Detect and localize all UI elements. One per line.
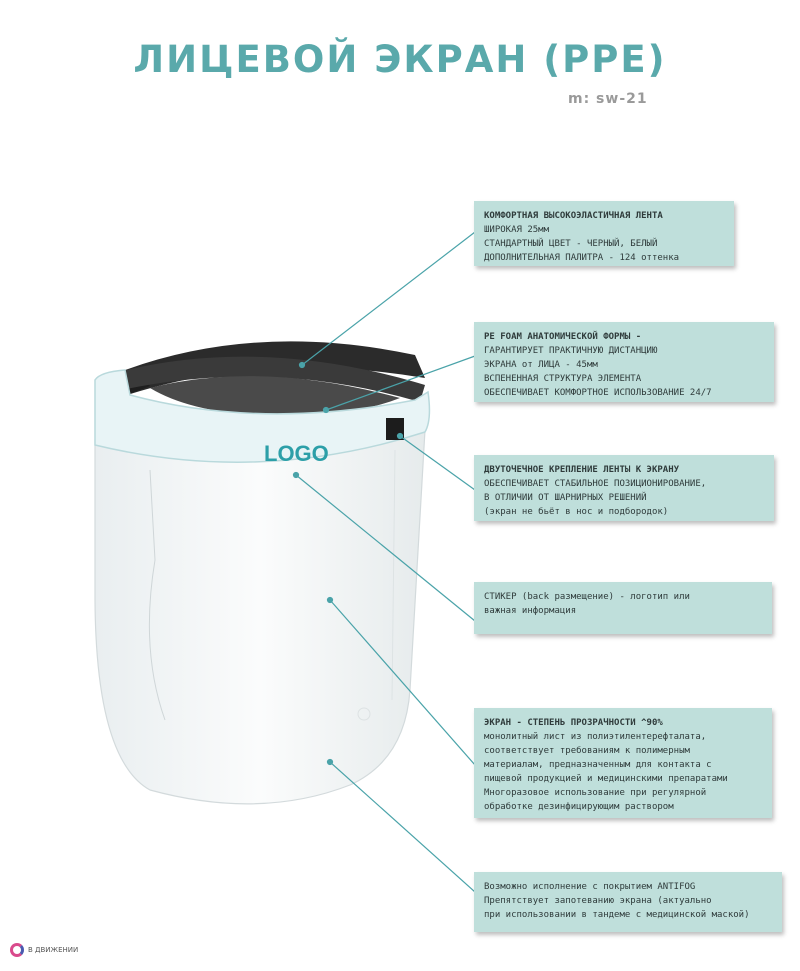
leader-line-sticker xyxy=(296,475,475,621)
callout-line: ОБЕСПЕЧИВАЕТ КОМФОРТНОЕ ИСПОЛЬЗОВАНИЕ 24/7 xyxy=(484,388,712,398)
leader-line-band xyxy=(302,232,475,365)
callout-line: Многоразовое использование при регулярной xyxy=(484,788,707,798)
callout-line: ДВУТОЧЕЧНОЕ КРЕПЛЕНИЕ ЛЕНТЫ К ЭКРАНУ xyxy=(484,465,680,475)
page-title: ЛИЦЕВОЙ ЭКРАН (PPE) xyxy=(133,38,667,81)
callout-line: (экран не бьёт в нос и подбородок) xyxy=(484,507,669,517)
callout-line: ШИРОКАЯ 25мм xyxy=(484,225,550,235)
callout-band xyxy=(474,201,734,266)
callout-line: Препятствует запотеванию экрана (актуально xyxy=(484,896,712,906)
leader-line-mount xyxy=(400,436,475,490)
callout-line: важная информация xyxy=(484,606,577,616)
callout-antifog xyxy=(474,872,782,932)
callout-line: СТАНДАРТНЫЙ ЦВЕТ - ЧЕРНЫЙ, БЕЛЫЙ xyxy=(484,239,658,249)
brand-logo-icon xyxy=(10,943,24,957)
callout-line: при использовании в тандеме с медицинской маской) xyxy=(484,910,750,920)
leader-dot-mount xyxy=(398,434,403,439)
callout-line: Возможно исполнение с покрытием ANTIFOG xyxy=(484,882,696,892)
callout-foam xyxy=(474,322,774,402)
callout-line: пищевой продукцией и медицинскими препаратами xyxy=(484,774,728,784)
callout-line: соответствует требованиям к полимерным xyxy=(484,746,690,756)
leader-dot-screen xyxy=(328,598,333,603)
leader-line-foam xyxy=(326,356,475,410)
callout-line: обработке дезинфицирующим раствором xyxy=(484,802,674,812)
footer-brand xyxy=(10,943,78,957)
leader-dot-foam xyxy=(324,408,329,413)
leader-dot-sticker xyxy=(294,473,299,478)
callout-line: монолитный лист из полиэтилентерефталата, xyxy=(484,732,707,742)
callout-line: В ОТЛИЧИИ ОТ ШАРНИРНЫХ РЕШЕНИЙ xyxy=(484,493,647,503)
callout-line: СТИКЕР (back размещение) - логотип или xyxy=(484,592,690,602)
callout-line: PE FOAM АНАТОМИЧЕСКОЙ ФОРМЫ - xyxy=(484,332,642,342)
callout-line: материалам, предназначенным для контакта с xyxy=(484,760,712,770)
callout-line: ЭКРАН - СТЕПЕНЬ ПРОЗРАЧНОСТИ ^90% xyxy=(484,718,663,728)
callout-line: КОМФОРТНАЯ ВЫСОКОЭЛАСТИЧНАЯ ЛЕНТА xyxy=(484,211,663,221)
callout-line: ДОПОЛНИТЕЛЬНАЯ ПАЛИТРА - 124 оттенка xyxy=(484,253,680,263)
logo-text: LOGO xyxy=(264,441,329,466)
leader-dot-antifog xyxy=(328,760,333,765)
leader-dot-band xyxy=(300,363,305,368)
leader-line-screen xyxy=(330,600,475,765)
footer-brand-text: В ДВИЖЕНИИ xyxy=(28,946,79,954)
leader-line-antifog xyxy=(330,762,475,892)
model-number: m: sw-21 xyxy=(568,91,648,107)
callout-line: ЭКРАНА от ЛИЦА - 45мм xyxy=(484,360,598,370)
callout-line: ВСПЕНЕННАЯ СТРУКТУРА ЭЛЕМЕНТА xyxy=(484,374,642,384)
callout-line: ГАРАНТИРУЕТ ПРАКТИЧНУЮ ДИСТАНЦИЮ xyxy=(484,346,658,356)
callout-line: ОБЕСПЕЧИВАЕТ СТАБИЛЬНОЕ ПОЗИЦИОНИРОВАНИЕ, xyxy=(484,479,707,489)
callout-screen xyxy=(474,708,772,818)
callout-sticker xyxy=(474,582,772,634)
callout-mount xyxy=(474,455,774,521)
